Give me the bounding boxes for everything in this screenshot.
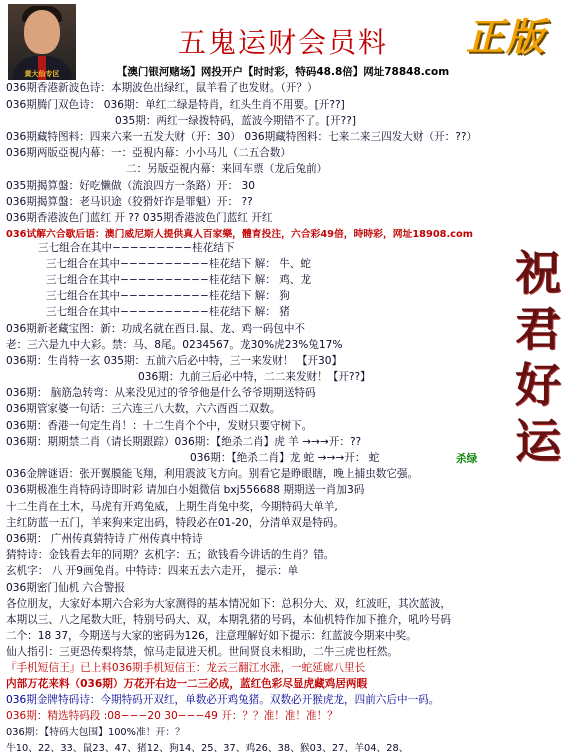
page-title: 五鬼运财会员料 [177,26,388,59]
content-line: 本期以三、八之尾数大旺，特别号码大、双，本期乳猪的号码，本仙机特作加下推介，吼吟号码 [6,614,451,626]
content-line: 036期：九前三后必中特，二二来发财！【开??】 [138,371,371,383]
ad-banner[interactable]: 【澳门银河赌场】网投开户【时时彩，特码48.8倍】网址78848.com [116,66,450,78]
content-line: 十二生肖在土木，马虎有开鸡兔威，上期生肖兔中奖，今期特码大单羊, [6,501,338,513]
content-line: 三七组合在其中−−−−−−−−−−桂花结下 解： 狗 [46,290,290,302]
content-line: 各位朋友，大家好本期六合彩为大家测得的基本情况如下：总积分大、双，红波旺，其次蓝波， [6,598,451,610]
content-line: 二：另版亞視内幕：来回车票（龙后兔前） [126,163,328,175]
content-line: 036期： 脑筋急转弯：从来没见过的爷爷他是什么爷爷期期送特码 [6,387,316,399]
content-line: 仙人指引：三更恐传梨将禁，惊马走鼠进天机。世间贤良未相助，二牛三虎也枉然。 [6,646,398,658]
content-line: 036期密门仙机 六合警报 [6,582,125,594]
content-line: 036期管家婆一句话：三六连三八大数，六六酉酉二双数。 [6,403,281,415]
content-line: 老：三六是九中大彩。禁：马、8尾。0234567。龙30%虎23%兔17% [6,339,343,351]
content-line: 三七组合在其中−−−−−−−−−−桂花结下 解： 牛、蛇 [46,258,311,270]
content-line: 036金牌谜语：张开翼膜能飞翔，利用震波飞方向。别看它是睁眼瞎，晚上捕虫数它强。 [6,468,419,480]
content-line: 036期揭算盤：老马识途（狡猾奸诈是罪魁）开： ?? [6,196,253,208]
content-line[interactable]: 036期极准生肖特码诗即时彩 请加白小姐微信 bxj556688 期期送一肖加3码 [6,484,365,496]
content-line: 036期香港波色门蓝红 开 ?? 035期香港波色门蓝红 开红 [6,212,273,224]
content-line: 三七组合在其中−−−−−−−−−−桂花结下 解： 猪 [46,306,290,318]
content-line: 牛10、22、33、鼠23、47、猪12、狗14、25、37、鸡26、38、猴03、27、羊04、28、 [6,743,409,754]
genuine-stamp: 正版 [466,15,547,59]
content-line: 036期：【特码大包围】100%准！开：？ [6,727,185,738]
content-line: 036期腾门双色诗： 036期：单红二绿是特肖，红头生肖不用要。[开??] [6,99,345,111]
content-line: 036期新老藏宝图：新：功成名就在酉日.鼠、龙、鸡一码包中不 [6,323,306,335]
content-line: 『手机短信王』已上料036期手机短信王：龙云三翻江水涨，一蛇延廊八里长 [6,662,366,674]
content-line: 036期香港新波色诗：本期波色出绿红，鼠羊看了也发财。（开？） [6,82,318,94]
content-line: 036期：生肖特一玄 035期：五前六后必中特，三一来发财！ 【开30】 [6,355,343,367]
content-line: 036期：期期禁二肖（请长期跟踪）036期：【绝杀二肖】虎 羊 →→→开：?? [6,436,362,448]
good-luck-side-text [515,245,566,469]
content-line: 三七组合在其中−−−−−−−−−桂花结下 [38,242,235,254]
content-line: 玄机字： 八 开9画兔肖。中特诗：四来五去六走开， 提示：单 [6,565,299,577]
content-line: 猜特诗：金钱看去年的同期？玄机字：五；欲钱看今讲话的生肖？错。 [6,549,335,561]
content-line: 036期藏特图料：四来六来一五发大财（开：30） 036期藏特图料：七来二来三四发大财（开：??） [6,131,478,143]
portrait-brand: 黄大仙专区 [24,70,60,78]
content-line: 二个：18 37，今期送与大家的密码为126，注意理解好如下提示：红蓝波今期来中奖。 [6,630,417,642]
content-line: 035期揭算盤：好吃懒做（流浪四方一条路）开： 30 [6,180,255,192]
content-line: 036期金牌特码诗：今期特码开双红，单数必开鸡兔猪。双数必开猴虎龙，四前六后中一码。 [6,694,440,706]
content-line: 036期：香港一句定生肖！：十二生肖个个中，发财只要守树下。 [6,420,313,432]
content-line: 036期：精选特码段 :08−−−20 30−−−49 开：？？准！准！准！？ [6,710,338,722]
content-line: 主红防蓝一五门，羊来狗来定出码，特段必在01-20，分清单双是特码。 [6,517,344,529]
content-line: 内部万花来料（036期）万花开右边一二三必成，蓝红色彩尽显虎藏鸡居两暇 [6,678,368,690]
content-line: 036期：【绝杀二肖】龙 蛇 →→→开： 蛇 [190,452,380,464]
content-line[interactable]: 036试解六合歇后语：澳门威尼斯人提供真人百家樂，體育投注，六合彩49倍，時時彩，网址18908.com [6,229,473,240]
content-line: 三七组合在其中−−−−−−−−−−桂花结下 解： 鸡、龙 [46,274,311,286]
content-line: 036期： 广州传真猜特诗 广州传真中特诗 [6,533,203,545]
kill-green-label: 杀绿 [456,453,478,465]
good-luck-text: 祝君好运 [515,246,561,468]
content-line: 035期：两红一绿拨特码，蓝波今期错不了。[开??] [115,115,357,127]
content-line: 036期两版亞視内幕：一：亞視内幕：小小马儿（二五合数） [6,147,292,159]
